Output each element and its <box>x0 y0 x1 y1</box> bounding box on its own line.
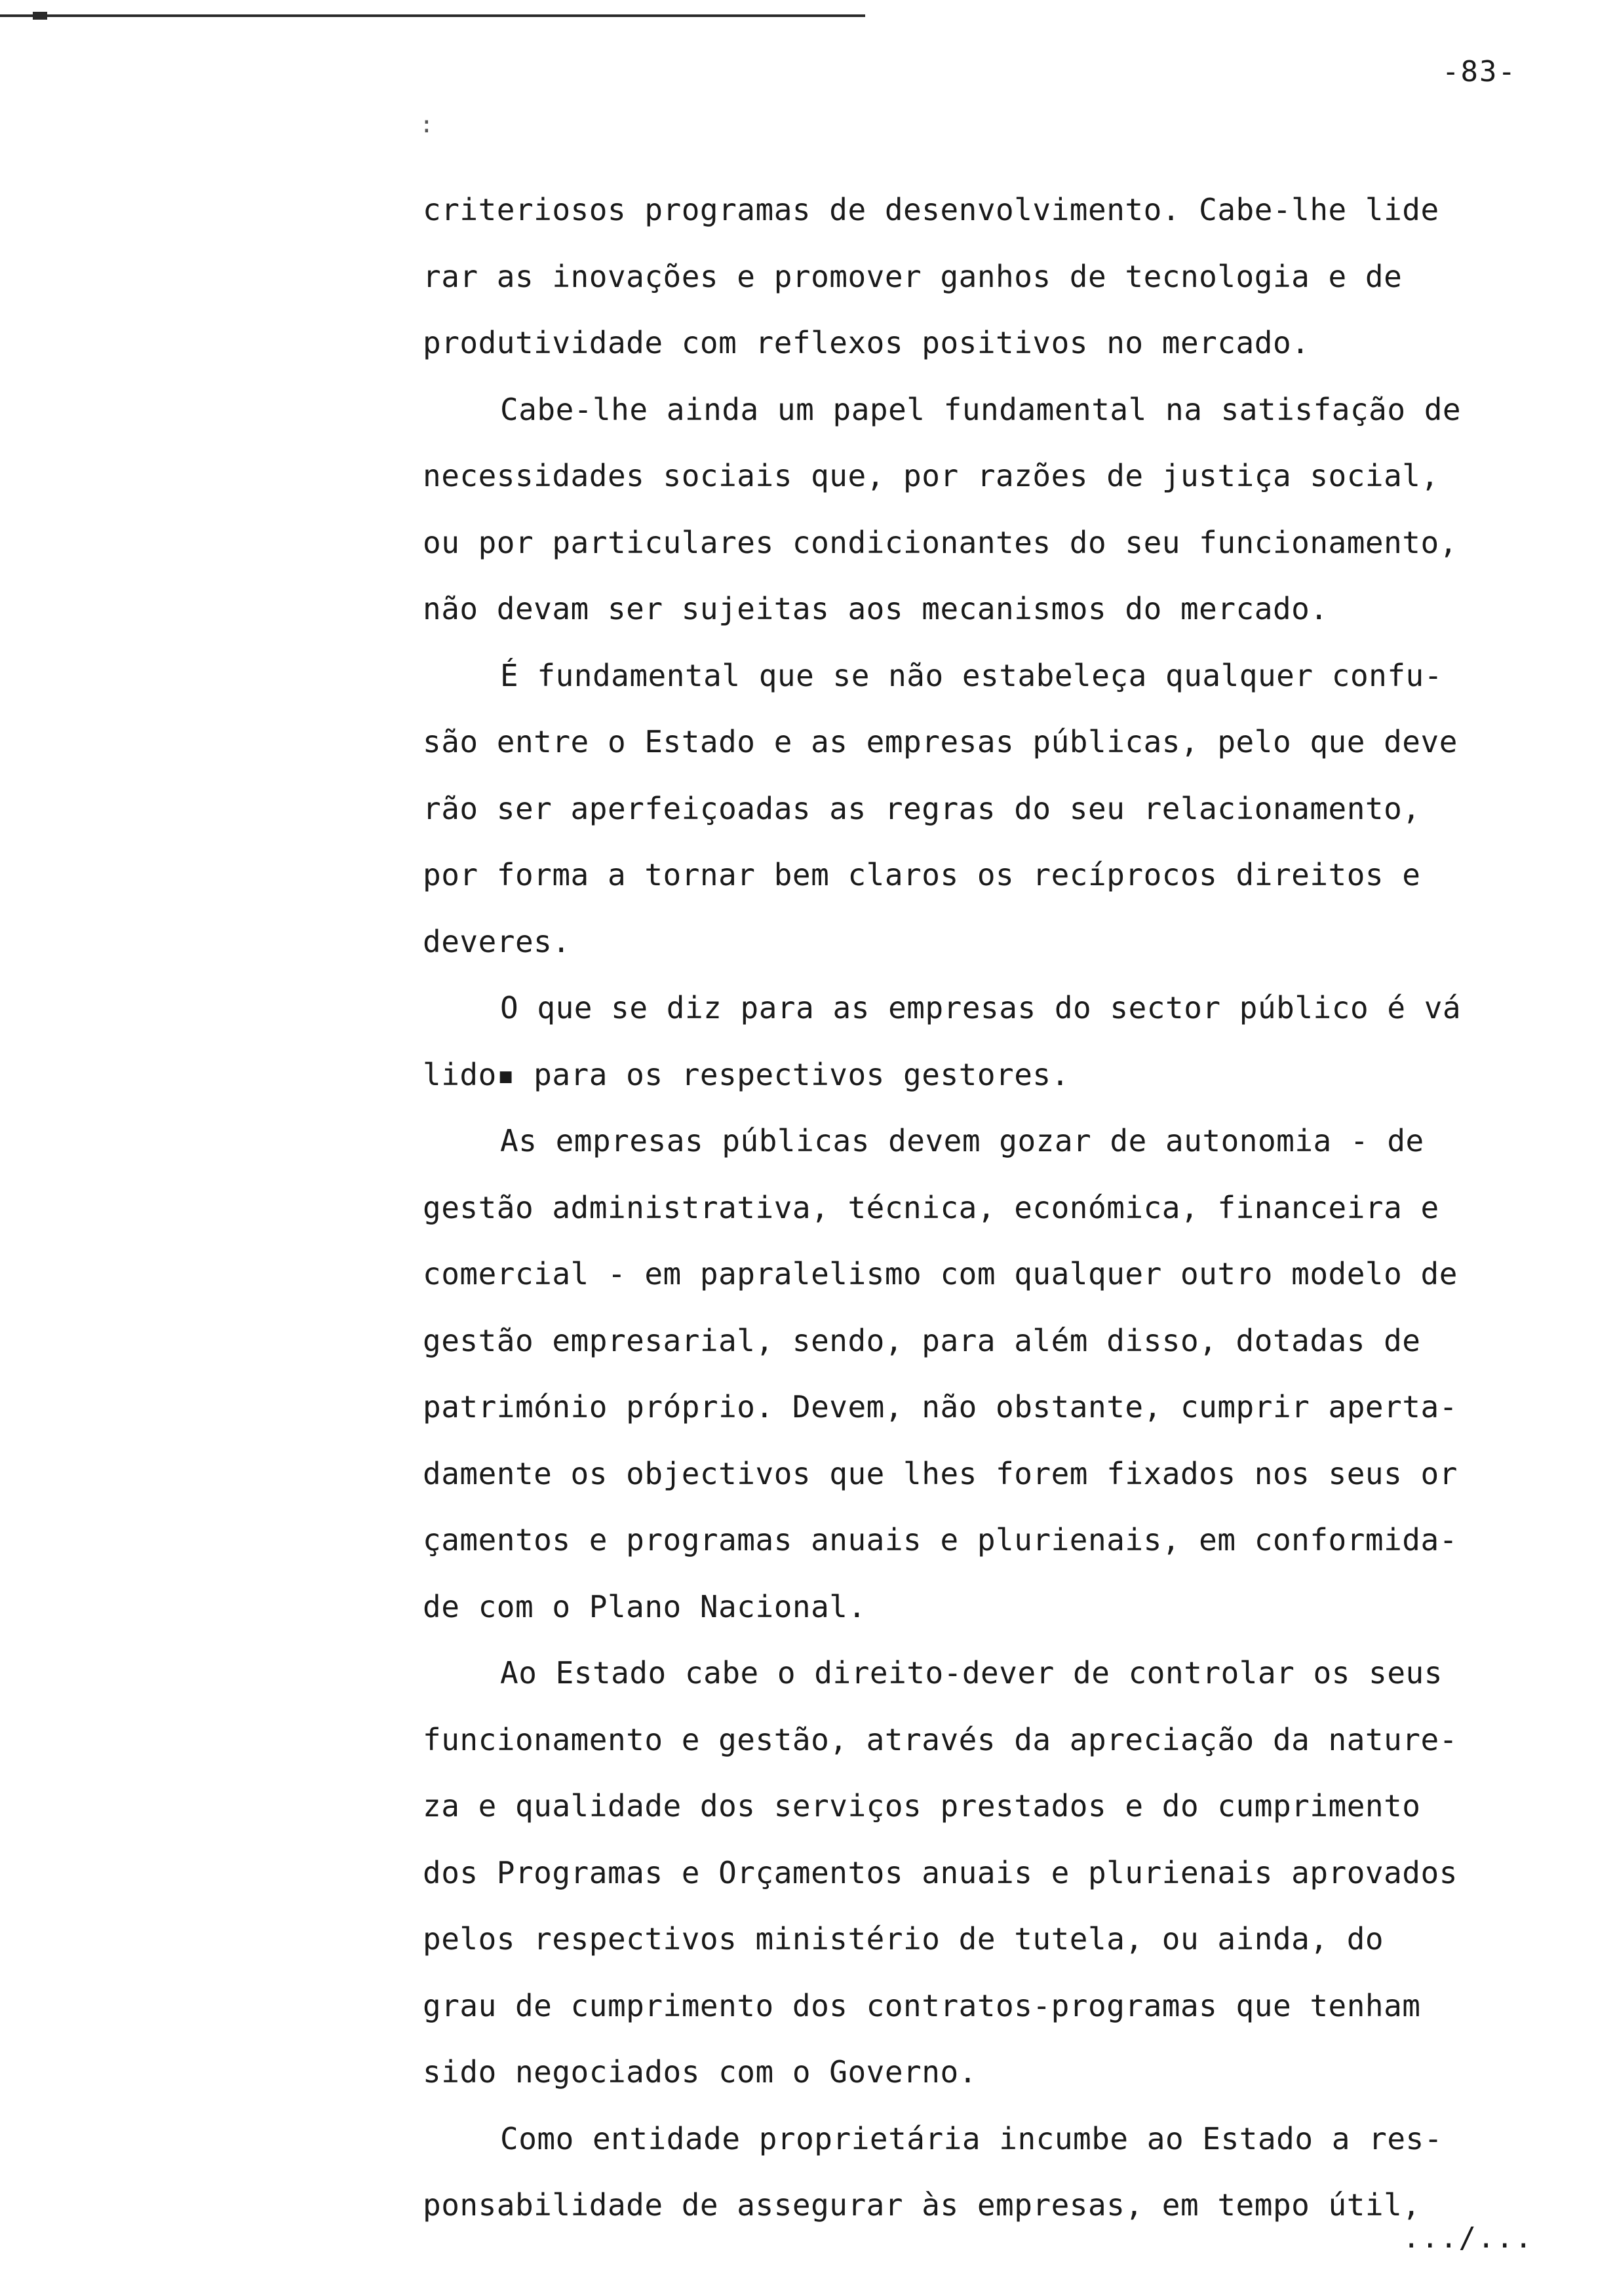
top-rule-mark <box>33 12 47 20</box>
paragraph <box>423 177 1537 377</box>
paragraph <box>423 643 1537 976</box>
text-line: Cabe-lhe ainda um papel fundamental na satisfação de <box>500 391 1462 427</box>
text-line: sido negociados com o Governo. <box>423 2054 977 2090</box>
paragraph <box>423 1640 1537 2106</box>
text-line: são entre o Estado e as empresas públicas, pelo que deve <box>423 724 1458 759</box>
text-line: za e qualidade dos serviços prestados e do cumprimento <box>423 1788 1421 1824</box>
text-line: gestão empresarial, sendo, para além disso, dotadas de <box>423 1322 1421 1358</box>
text-line: rar as inovações e promover ganhos de tecnologia e de <box>423 258 1403 294</box>
text-line: É fundamental que se não estabeleça qualquer confu- <box>500 657 1443 693</box>
stray-mark: : <box>419 111 434 138</box>
text-line: criteriosos programas de desenvolvimento. Cabe-lhe lide <box>423 192 1439 227</box>
text-line: damente os objectivos que lhes forem fixados nos seus or <box>423 1455 1458 1491</box>
text-line: necessidades sociais que, por razões de justiça social, <box>423 458 1439 493</box>
text-line: lido▪ para os respectivos gestores. <box>423 1056 1070 1092</box>
paragraph <box>423 2106 1537 2239</box>
paragraph <box>423 377 1537 643</box>
text-line: dos Programas e Orçamentos anuais e plurienais aprovados <box>423 1854 1458 1890</box>
paragraph <box>423 975 1537 1108</box>
text-line: Como entidade proprietária incumbe ao Estado a res- <box>500 2120 1443 2156</box>
text-line: ou por particulares condicionantes do seu funcionamento, <box>423 524 1458 560</box>
top-rule <box>0 14 865 17</box>
text-line: de com o Plano Nacional. <box>423 1588 866 1624</box>
text-line: comercial - em papralelismo com qualquer outro modelo de <box>423 1256 1458 1292</box>
body-text <box>423 177 1537 2239</box>
paragraph <box>423 1108 1537 1640</box>
text-line: por forma a tornar bem claros os recíprocos direitos e <box>423 857 1421 892</box>
text-line: çamentos e programas anuais e plurienais, em conformida- <box>423 1522 1458 1558</box>
text-line: funcionamento e gestão, através da apreciação da nature- <box>423 1721 1458 1757</box>
text-line: ponsabilidade de assegurar às empresas, em tempo útil, <box>423 2187 1421 2223</box>
continuation-mark: .../... <box>1403 2221 1534 2255</box>
text-line: não devam ser sujeitas aos mecanismos do mercado. <box>423 591 1329 626</box>
text-line: pelos respectivos ministério de tutela, ou ainda, do <box>423 1921 1384 1957</box>
text-line: Ao Estado cabe o direito-dever de controlar os seus <box>500 1655 1443 1691</box>
text-line: produtividade com reflexos positivos no mercado. <box>423 325 1310 360</box>
page-number: -83- <box>1442 55 1517 88</box>
text-line: As empresas públicas devem gozar de autonomia - de <box>500 1123 1424 1158</box>
text-line: rão ser aperfeiçoadas as regras do seu relacionamento, <box>423 790 1421 826</box>
text-line: O que se diz para as empresas do sector público é vá <box>500 990 1462 1025</box>
text-line: grau de cumprimento dos contratos-programas que tenham <box>423 1987 1421 2023</box>
text-line: deveres. <box>423 923 571 959</box>
text-line: gestão administrativa, técnica, económica, financeira e <box>423 1189 1439 1225</box>
text-line: património próprio. Devem, não obstante, cumprir aperta- <box>423 1389 1458 1425</box>
